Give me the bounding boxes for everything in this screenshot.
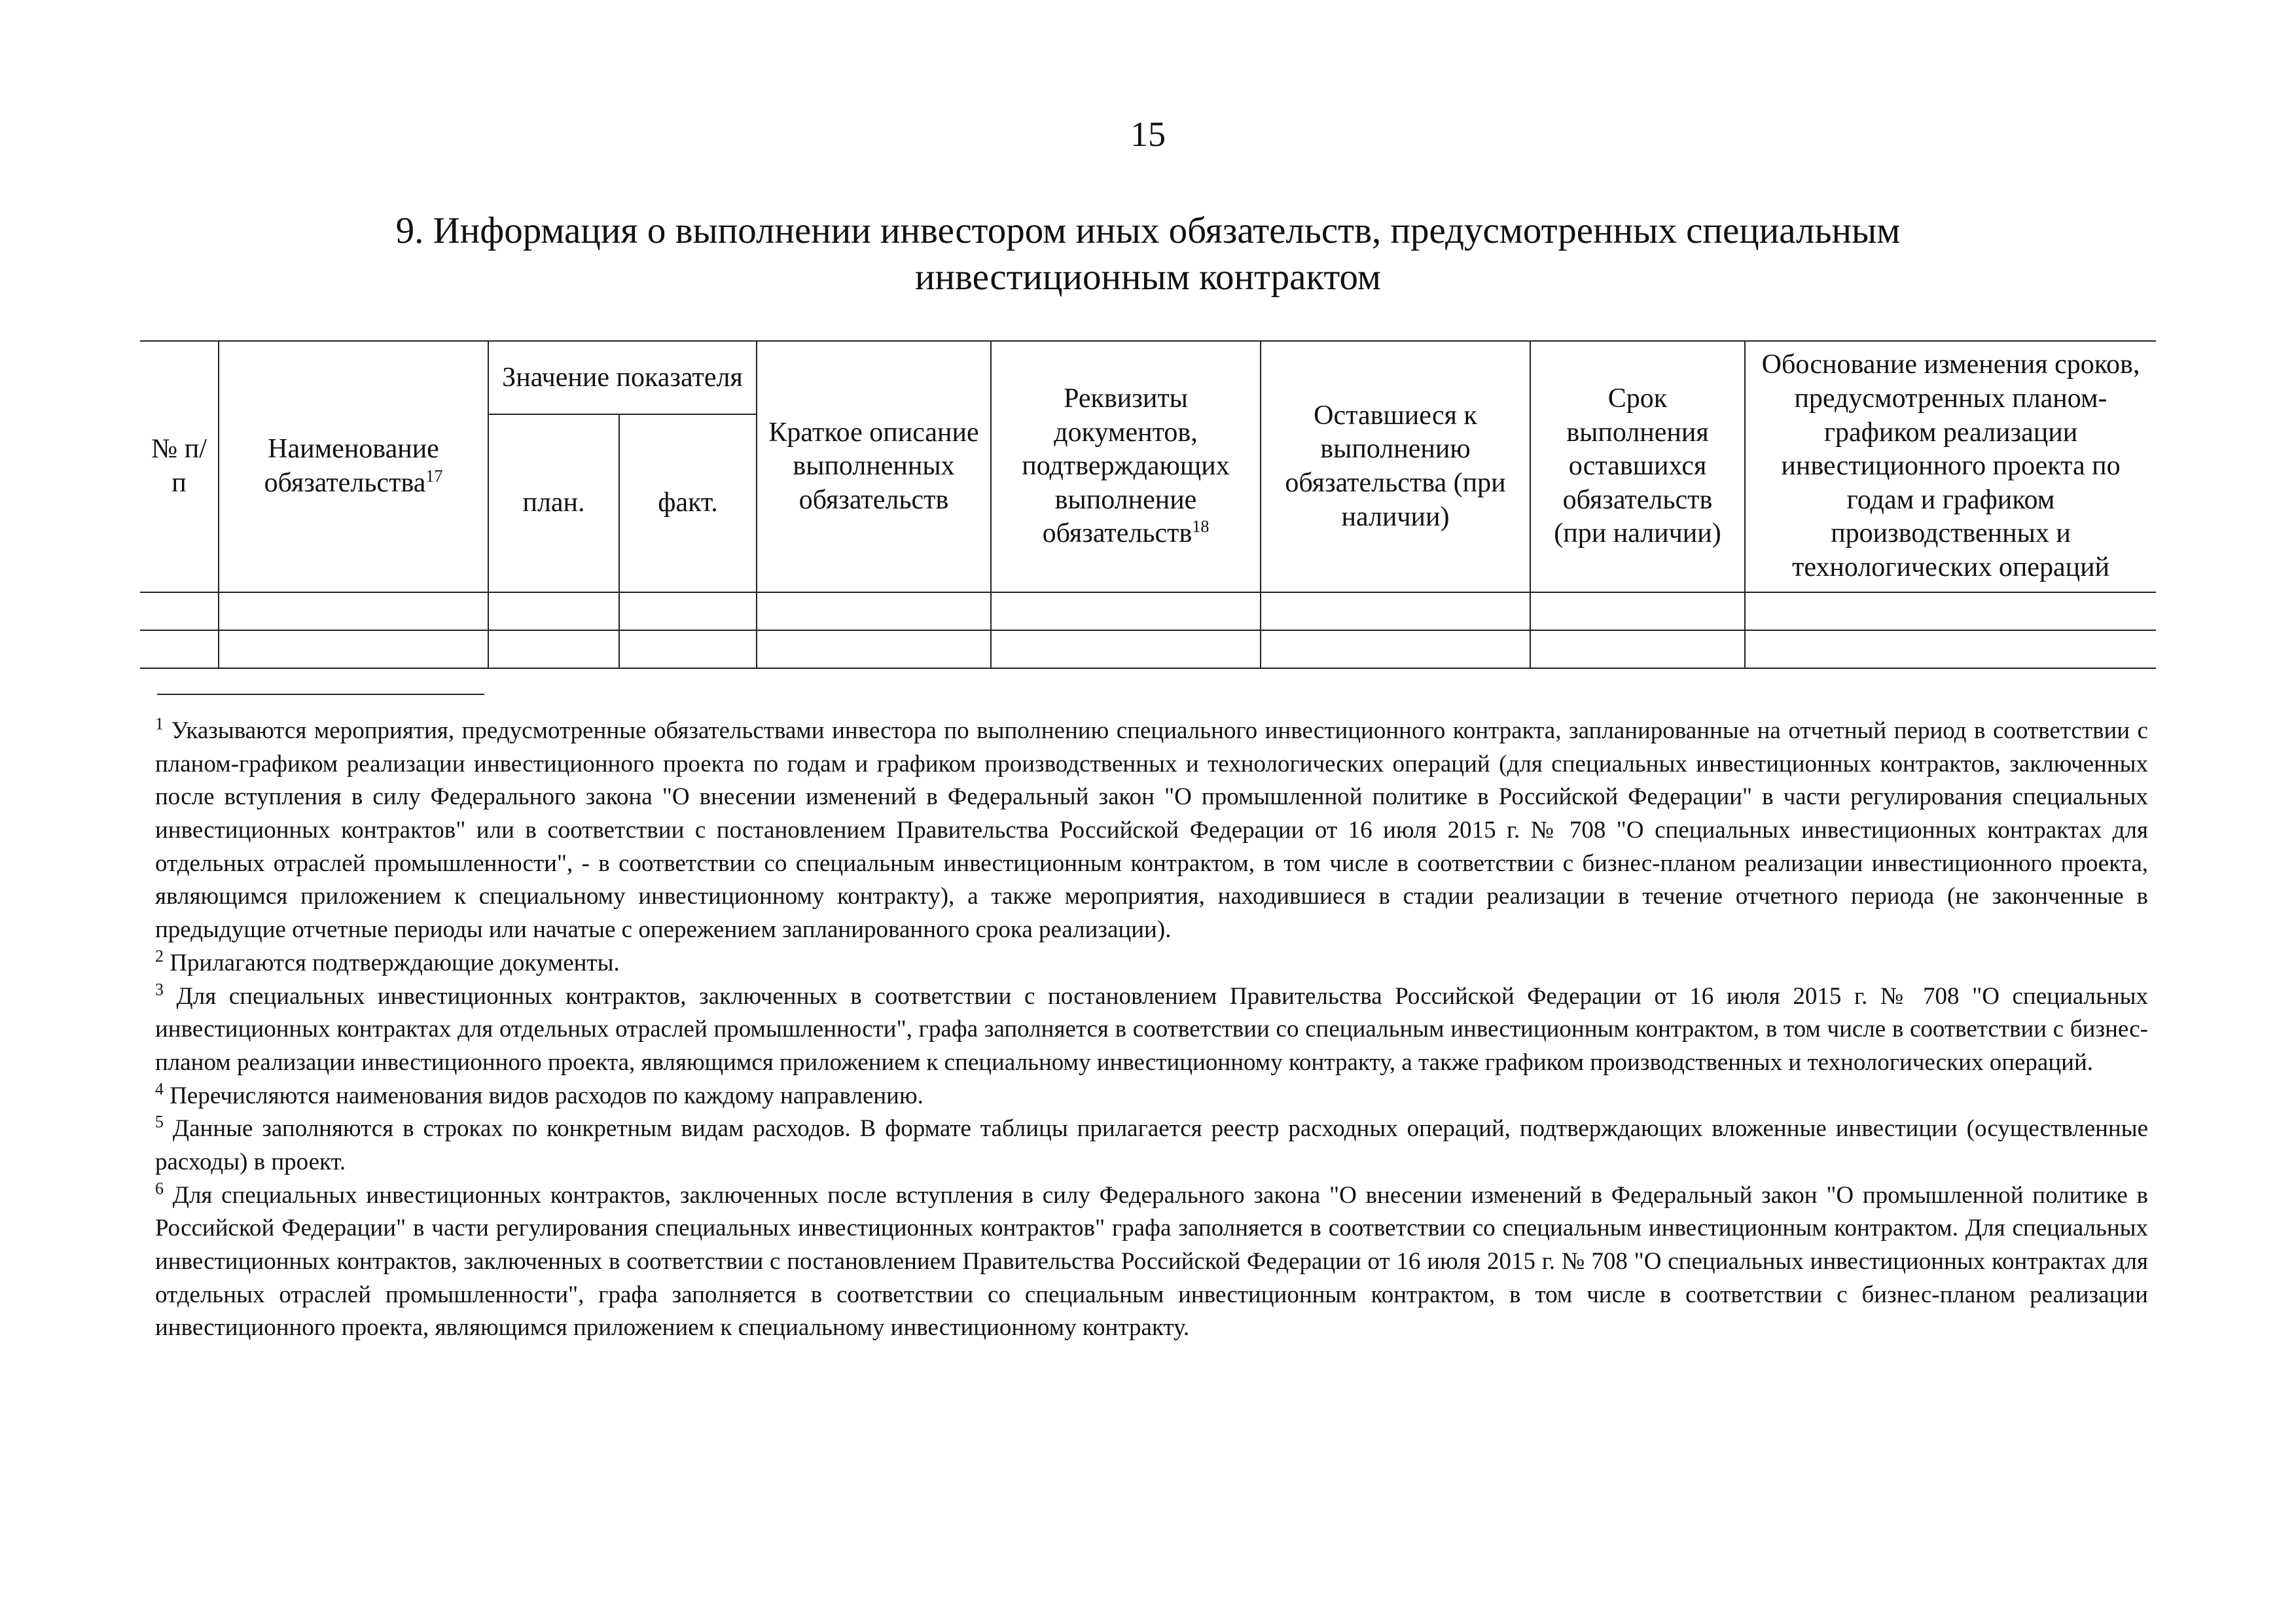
- footnote-number: 1: [155, 714, 164, 734]
- header-obligation-name-text: Наименование обязательства: [264, 434, 439, 498]
- section-heading-line-1: 9. Информация о выполнении инвестором иных обязательств, предусмотренных специальным: [395, 210, 1901, 251]
- header-documents-text: Реквизиты документов, подтверждающих выполнение обязательств: [1022, 383, 1230, 549]
- footnote-2: [155, 947, 2148, 980]
- footnote-number: 5: [155, 1112, 164, 1132]
- table-cell: [1261, 630, 1530, 668]
- footnote-1: [155, 715, 2148, 947]
- header-plan: план.: [488, 414, 619, 592]
- table-cell: [488, 630, 619, 668]
- footnote-number: 3: [155, 980, 164, 999]
- table-cell: [140, 630, 219, 668]
- header-indicator-value: Значение показателя: [488, 341, 757, 414]
- footnote-number: 2: [155, 946, 164, 966]
- footnote-3: [155, 980, 2148, 1080]
- table-cell: [140, 592, 219, 630]
- header-remaining-obligations: Оставшиеся к выполнению обязательства (при наличии): [1261, 341, 1530, 592]
- table-cell: [991, 630, 1261, 668]
- header-documents-footnote-ref: 18: [1192, 517, 1210, 537]
- footnote-text: Данные заполняются в строках по конкретным видам расходов. В формате таблицы прилагается реестр расходных операций, подтверждающих вложенные инвестиции (осуществленные расходы) в проект.: [155, 1115, 2149, 1175]
- section-heading: [0, 208, 2296, 300]
- footnote-number: 6: [155, 1179, 164, 1198]
- table-cell: [619, 592, 757, 630]
- header-number: № п/п: [140, 341, 219, 592]
- table-cell: [619, 630, 757, 668]
- footnote-6: [155, 1179, 2148, 1345]
- table-cell: [219, 630, 488, 668]
- table-cell: [991, 592, 1261, 630]
- table-cell: [488, 592, 619, 630]
- header-deadline: Срок выполнения оставшихся обязательств (при наличии): [1530, 341, 1745, 592]
- table-cell: [1530, 592, 1745, 630]
- section-heading-line-2: инвестиционным контрактом: [915, 256, 1381, 298]
- footnote-5: [155, 1113, 2148, 1179]
- footnote-text: Для специальных инвестиционных контрактов, заключенных после вступления в силу Федерального закона "О внесении изменений в Федеральный закон "О промышленной политике в Российской Федерации" в части регулирования специальных инвестиционных контрактов" графа заполняется в соответствии со специальным инвестиционным контрактом. Для специальных инвестиционных контрактов, заключенных в соответствии с постановлением Правительства Российской Федерации от 16 июля 2015 г. № 708 "О специальных инвестиционных контрактах для отдельных отраслей промышленности", графа заполняется в соответствии со специальным инвестиционным контрактом, в том числе в соответствии с бизнес-планом реализации инвестиционного проекта, являющимся приложением к специальному инвестиционному контракту.: [155, 1181, 2149, 1342]
- obligations-table: [140, 340, 2156, 669]
- table-cell: [1261, 592, 1530, 630]
- table-cell: [1745, 592, 2156, 630]
- footnote-text: Для специальных инвестиционных контрактов, заключенных в соответствии с постановлением Правительства Российской Федерации от 16 июля 2015 г. № 708 "О специальных инвестиционных контрактах для отдельных отраслей промышленности", графа заполняется в соответствии со специальным инвестиционным контрактом, в том числе в соответствии с бизнес-планом реализации инвестиционного проекта, являющимся приложением к специальному инвестиционному контракту, а также графиком производственных и технологических операций.: [155, 982, 2148, 1076]
- footnote-4: [155, 1080, 2148, 1113]
- header-description: Краткое описание выполненных обязательств: [757, 341, 991, 592]
- header-obligation-name: [219, 341, 488, 592]
- page-number: 15: [1130, 115, 1166, 154]
- footnote-separator: [157, 694, 484, 695]
- header-obligation-name-footnote-ref: 17: [425, 467, 443, 486]
- header-documents: [991, 341, 1261, 592]
- header-justification: Обоснование изменения сроков, предусмотренных планом-графиком реализации инвестиционного проекта по годам и графиком производственных и технологических операций: [1745, 341, 2156, 592]
- footnote-number: 4: [155, 1079, 164, 1099]
- table-row: [140, 592, 2156, 630]
- header-fact: факт.: [619, 414, 757, 592]
- footnote-text: Указываются мероприятия, предусмотренные обязательствами инвестора по выполнению специального инвестиционного контракта, запланированные на отчетный период в соответствии с планом-графиком реализации инвестиционного проекта по годам и графиком производственных и технологических операций (для специальных инвестиционных контрактов, заключенных после вступления в силу Федерального закона "О внесении изменений в Федеральный закон "О промышленной политике в Российской Федерации" в части регулирования специальных инвестиционных контрактов" или в соответствии с постановлением Правительства Российской Федерации от 16 июля 2015 г. № 708 "О специальных инвестиционных контрактах для отдельных отраслей промышленности", - в соответствии со специальным инвестиционным контрактом, в том числе в соответствии с бизнес-планом реализации инвестиционного проекта, являющимся приложением к специальному инвестиционному контракту), а также мероприятия, находившиеся в стадии реализации в течение отчетного периода (не законченные в предыдущие отчетные периоды или начатые с опережением запланированного срока реализации).: [155, 717, 2149, 944]
- table-cell: [219, 592, 488, 630]
- footnotes: [155, 715, 2148, 1345]
- table-cell: [1745, 630, 2156, 668]
- table-row: [140, 630, 2156, 668]
- footnote-text: Прилагаются подтверждающие документы.: [170, 949, 620, 976]
- table-cell: [757, 592, 991, 630]
- table-cell: [1530, 630, 1745, 668]
- footnote-text: Перечисляются наименования видов расходов по каждому направлению.: [170, 1082, 924, 1109]
- table-cell: [757, 630, 991, 668]
